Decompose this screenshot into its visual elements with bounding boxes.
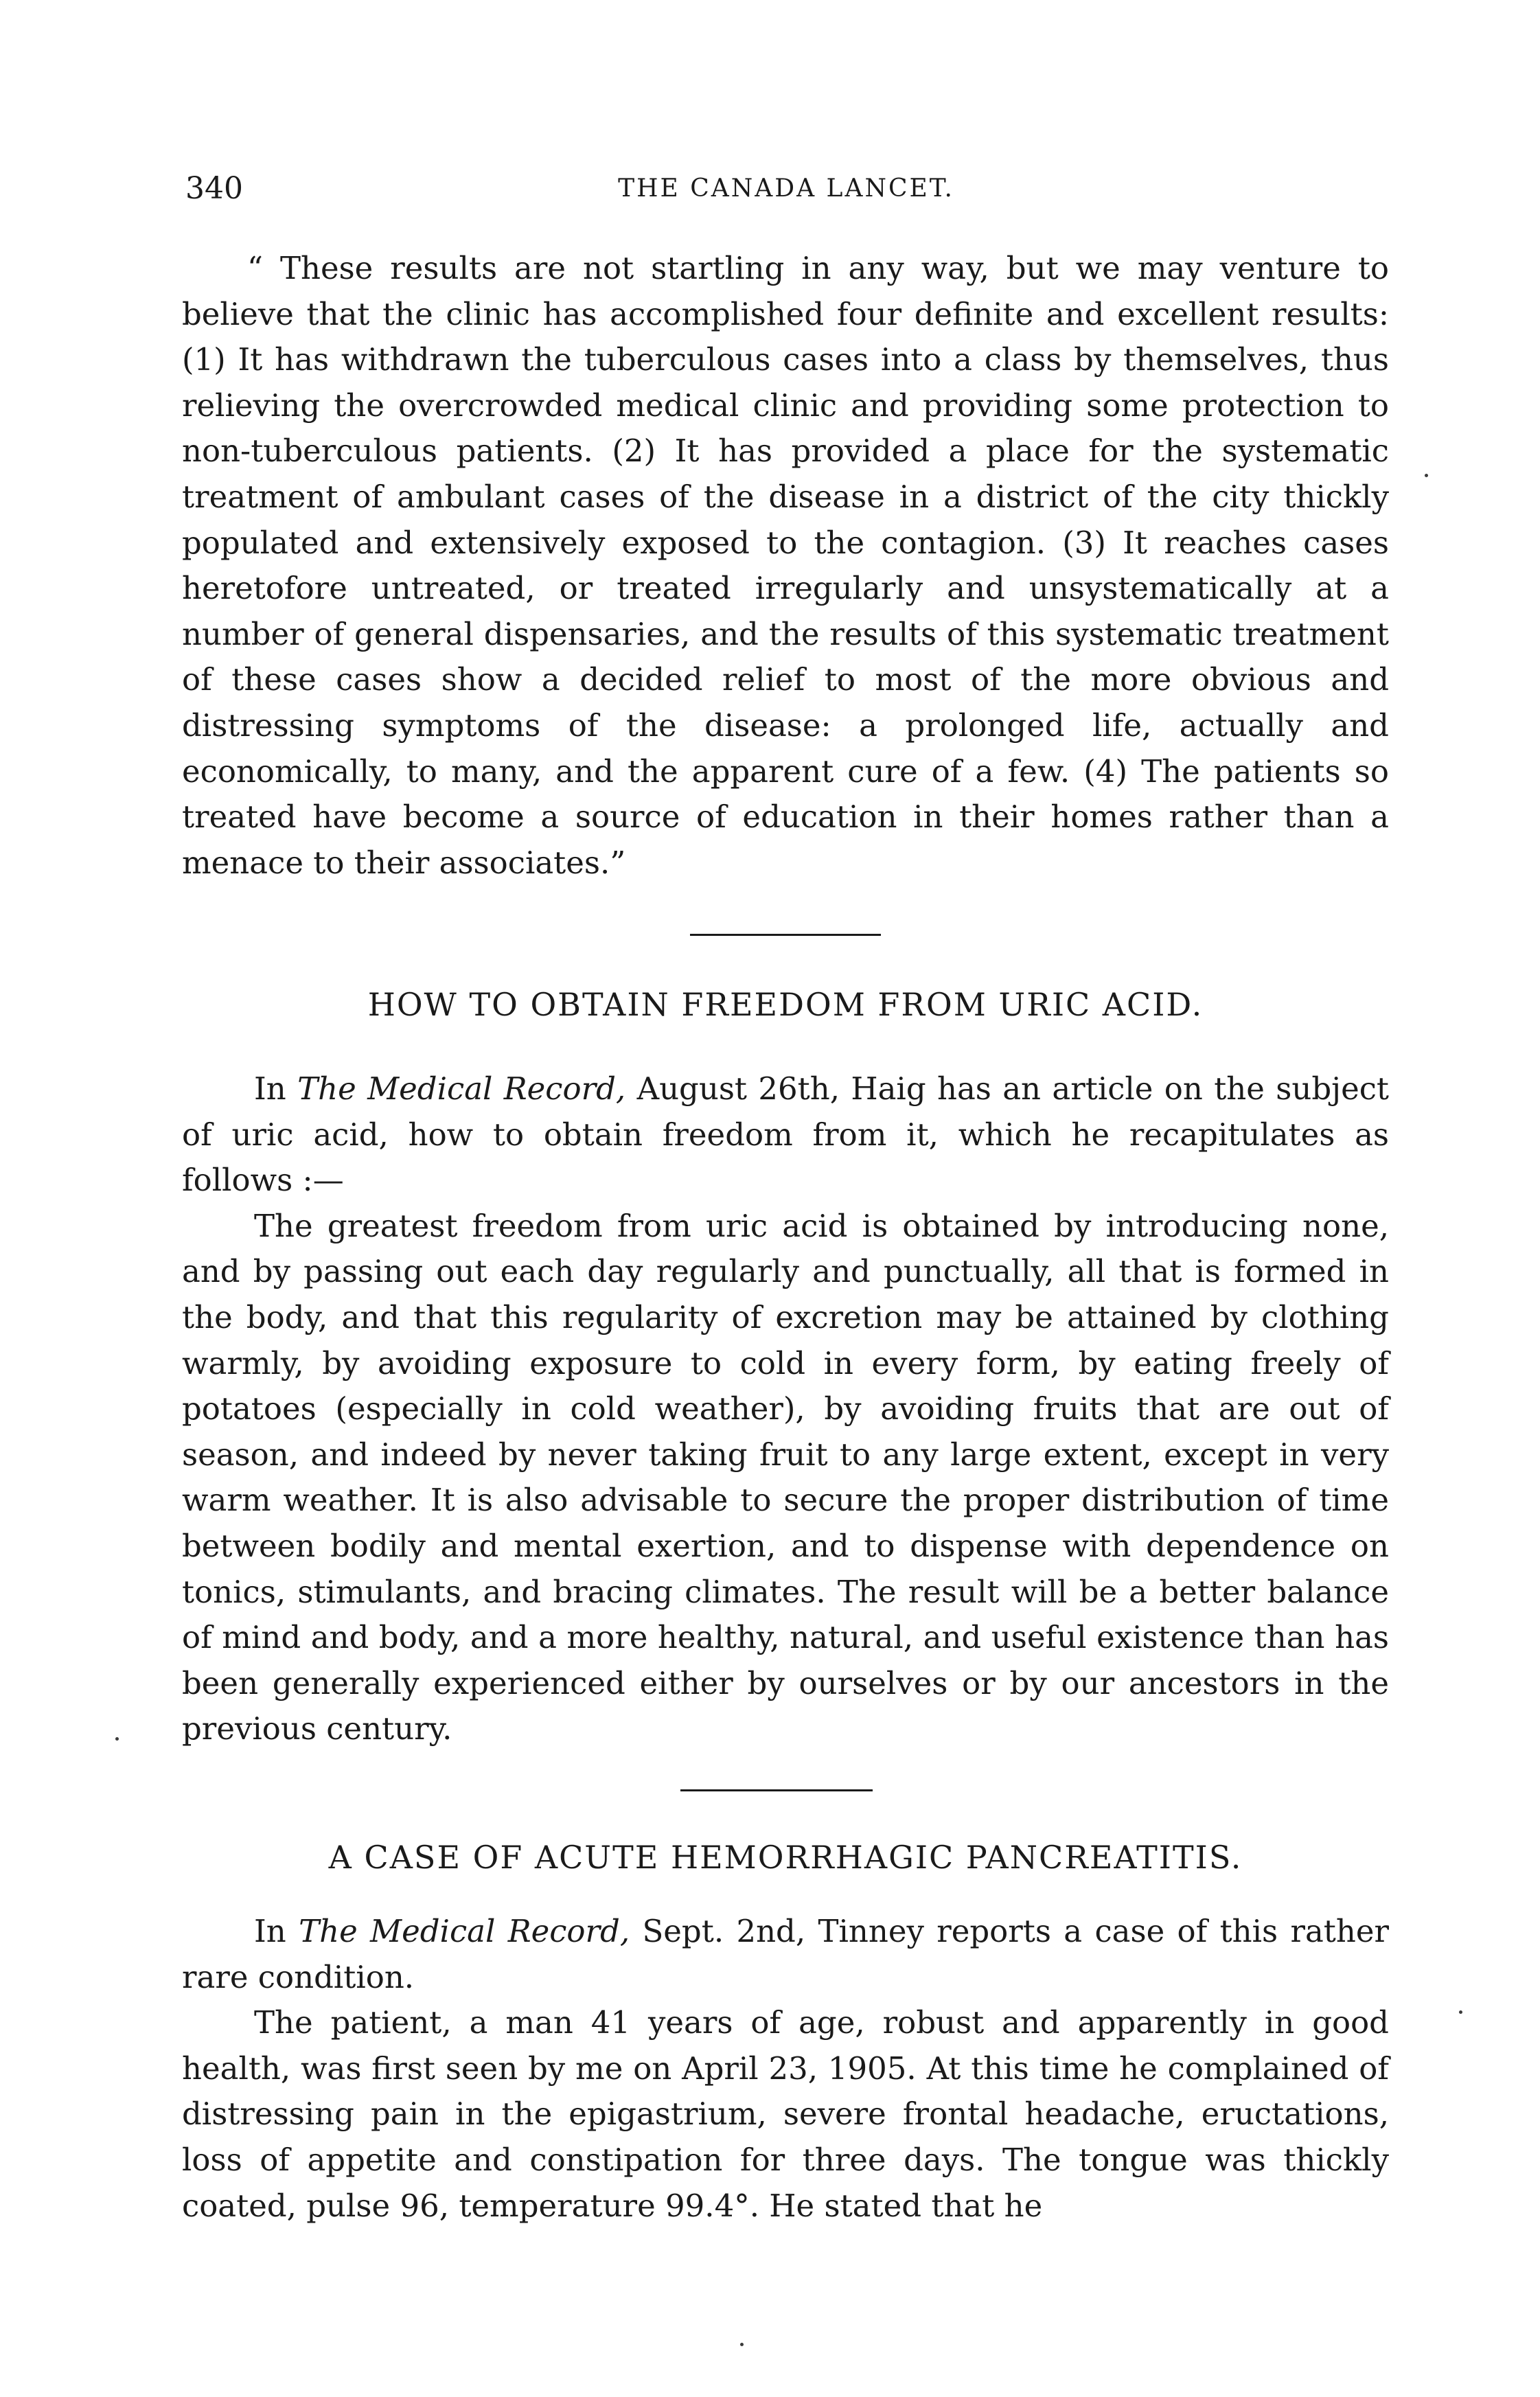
section-body: The greatest freedom from uric acid is obtained by introducing none, and by passing out each day regularly and punctually, all that is formed in the body, and that this regularity of excretion may be attained by clothing warmly, by avoiding exposure to cold in every form, by eating freely of potatoes (especially in cold weather), by avoiding fruits that are out of season, and indeed by never taking fruit to any large extent, except in very warm weather. It is also advisable to secure the proper distribution of time between bodily and mental exertion, and to dispense with dependence on tonics, stimulants, and bracing climates. The result will be a better balance of mind and body, and a more healthy, natural, and useful existence than has been generally experienced either by ourselves or by our ancestors in the previous century.	[182, 1207, 1389, 1747]
journal-title: THE CANADA LANCET.	[618, 174, 954, 203]
scan-speck	[115, 1737, 119, 1741]
intro-rest: Sept. 2nd, Tinney reports a case of this rather rare condition.	[182, 1913, 1390, 1995]
scan-speck	[740, 2343, 744, 2346]
journal-citation: The Medical Record,	[297, 1070, 626, 1107]
scan-speck	[1459, 2010, 1462, 2014]
intro-lead: In	[254, 1070, 298, 1107]
section-intro	[182, 1909, 1389, 2000]
intro-lead: In	[254, 1913, 299, 1949]
quoted-paragraph-text: “ These results are not startling in any way, but we may venture to believe that the clinic has accomplished four definite and excellent results: (1) It has withdrawn the tuberculous cases into a class by themselves, thus relieving the overcrowded medical clinic and providing some protection to non-tuberculous patients. (2) It has provided a place for the systematic treatment of ambulant cases of the disease in a district of the city thickly populated and extensively exposed to the contagion. (3) It reaches cases heretofore untreated, or treated irregularly and unsystematically at a number of general dispensaries, and the results of this systematic treatment of these cases show a decided relief to most of the more obvious and distressing symptoms of the disease: a prolonged life, actually and economically, to many, and the apparent cure of a few. (4) The patients so treated have become a source of education in their homes rather than a menace to their associates.”	[182, 250, 1389, 881]
section-body: The patient, a man 41 years of age, robust and apparently in good health, was first seen by me on April 23, 1905. At this time he complained of distressing pain in the epigastrium, severe frontal headache, eructations, loss of appetite and constipation for three days. The tongue was thickly coated, pulse 96, temperature 99.4°. He stated that he	[182, 2004, 1389, 2224]
intro-rest: August 26th, Haig has an article on the subject of uric acid, how to obtain freedom from it, which he recapitulates as follows :—	[182, 1070, 1390, 1199]
page-number: 340	[185, 171, 243, 206]
section-pancreatitis	[182, 1909, 1389, 2229]
section-heading-pancreatitis: A CASE OF ACUTE HEMORRHAGIC PANCREATITIS.	[328, 1839, 1243, 1876]
section-intro	[182, 1066, 1389, 1204]
section-heading-uric-acid: HOW TO OBTAIN FREEDOM FROM URIC ACID.	[367, 986, 1204, 1023]
journal-citation: The Medical Record,	[299, 1913, 630, 1949]
section-divider	[680, 1789, 873, 1791]
scan-speck	[1425, 474, 1428, 477]
quoted-paragraph	[182, 246, 1389, 886]
section-divider	[690, 934, 881, 936]
section-uric-acid	[182, 1066, 1389, 1752]
running-head	[185, 165, 1387, 213]
